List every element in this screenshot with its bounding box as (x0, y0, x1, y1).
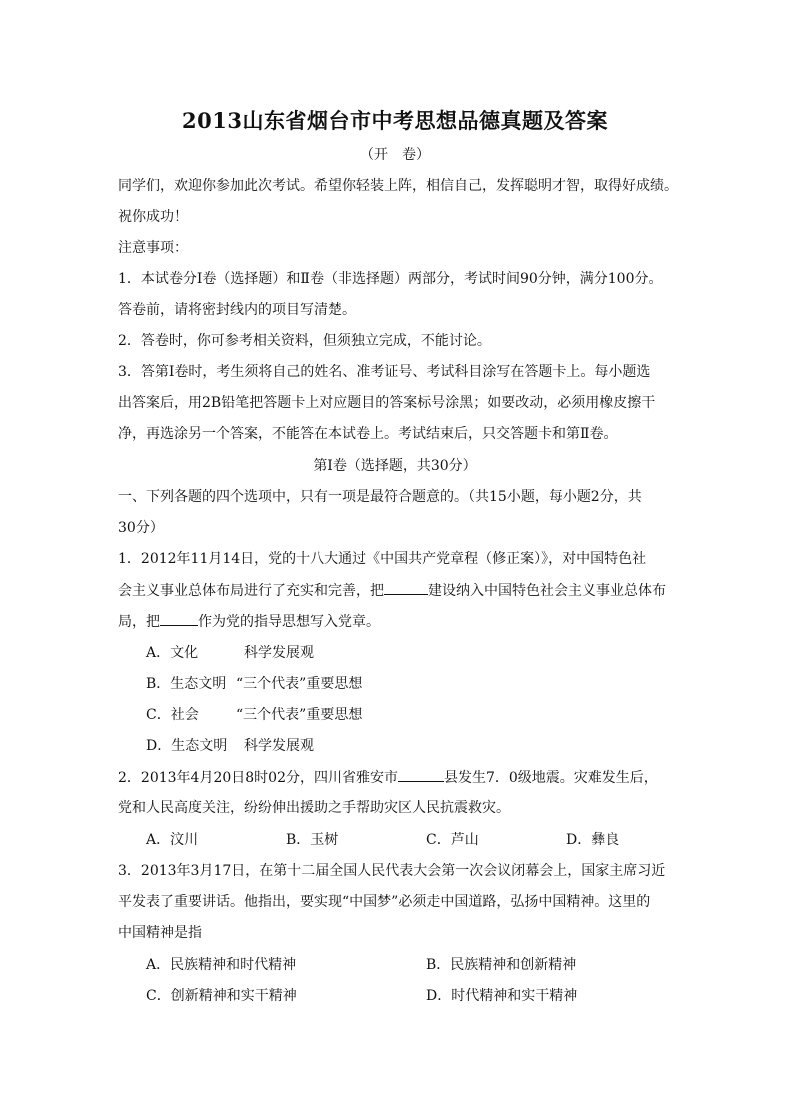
note-line-5: 出答案后，用2B铅笔把答题卡上对应题目的答案标号涂黑；如要改动，必须用橡皮擦干 (118, 395, 656, 411)
q2-line-1 (118, 767, 658, 788)
page-title: 2013山东省烟台市中考思想品德真题及答案 (182, 108, 608, 133)
q2-option-c: C．芦山 (426, 832, 479, 848)
q3-option-a: A．民族精神和时代精神 (146, 957, 297, 973)
option-letter: D．生态文明 (146, 738, 228, 754)
section-title: 第Ⅰ卷（选择题，共30分） (313, 458, 477, 474)
q1-line-2-end: 建设纳入中国特色社会主义事业总体布 (428, 583, 666, 599)
note-line-1: 1．本试卷分Ⅰ卷（选择题）和Ⅱ卷（非选择题）两部分，考试时间90分钟，满分100分。 (118, 271, 663, 287)
option-text: “三个代表”重要思想 (236, 707, 363, 723)
note-line-2: 答卷前，请将密封线内的项目写清楚。 (118, 302, 356, 318)
q1-option-a (146, 643, 314, 663)
q2-option-a: A．汶川 (146, 832, 199, 848)
option-letter: B．生态文明 (146, 676, 227, 692)
q1-line-1: 1．2012年11月14日，党的十八大通过《中国共产党章程（修正案）》，对中国特色社 (118, 551, 647, 567)
notes-heading: 注意事项： (118, 240, 188, 256)
part-intro-line-2: 30分） (118, 520, 164, 536)
q2-line-1-end: 县发生7．0级地震。灾难发生后， (443, 770, 658, 786)
intro-line-2: 祝你成功！ (118, 209, 188, 225)
q3-option-c: C．创新精神和实干精神 (146, 988, 297, 1004)
q2-option-b: B．玉树 (286, 832, 339, 848)
q1-line-3-start: 局，把 (118, 614, 160, 630)
subtitle: （开 卷） (360, 147, 430, 163)
q1-line-3-end: 作为党的指导思想写入党章。 (198, 614, 380, 630)
answer-blank (398, 767, 444, 782)
q1-option-d (146, 736, 314, 756)
q2-line-1-start: 2．2013年4月20日8时02分，四川省雅安市 (118, 770, 398, 786)
option-letter: A．文化 (146, 645, 199, 661)
q3-line-1: 3．2013年3月17日，在第十二届全国人民代表大会第一次会议闭幕会上，国家主席习近 (118, 863, 666, 879)
q2-line-2: 党和人民高度关注，纷纷伸出援助之手帮助灾区人民抗震救灾。 (118, 800, 510, 816)
note-line-3: 2．答卷时，你可参考相关资料，但须独立完成，不能讨论。 (118, 333, 491, 349)
q1-line-2-start: 会主义事业总体布局进行了充实和完善，把 (118, 583, 384, 599)
note-line-4: 3．答第Ⅰ卷时，考生须将自己的姓名、准考证号、考试科目涂写在答题卡上。每小题选 (118, 364, 651, 380)
q3-line-3: 中国精神是指 (118, 925, 202, 941)
answer-blank (160, 611, 198, 626)
q1-option-b (146, 674, 362, 694)
q2-option-d: D．彝良 (566, 832, 620, 848)
option-text: 科学发展观 (244, 738, 314, 754)
option-letter: C．社会 (146, 707, 199, 723)
option-text: “三个代表”重要思想 (236, 676, 363, 692)
q3-line-2: 平发表了重要讲话。他指出，要实现“中国梦”必须走中国道路，弘扬中国精神。这里的 (118, 894, 651, 910)
q1-option-c (146, 705, 362, 725)
q3-option-d: D．时代精神和实干精神 (426, 988, 578, 1004)
intro-line-1: 同学们，欢迎你参加此次考试。希望你轻装上阵，相信自己，发挥聪明才智，取得好成绩。 (118, 178, 678, 194)
part-intro-line-1: 一、下列各题的四个选项中，只有一项是最符合题意的。（共15小题，每小题2分，共 (118, 489, 642, 505)
answer-blank (384, 580, 428, 595)
q1-line-2 (118, 580, 666, 601)
option-text: 科学发展观 (244, 645, 314, 661)
note-line-6: 净，再选涂另一个答案，不能答在本试卷上。考试结束后，只交答题卡和第Ⅱ卷。 (118, 426, 618, 442)
q3-option-b: B．民族精神和创新精神 (426, 957, 577, 973)
q1-line-3 (118, 611, 380, 632)
